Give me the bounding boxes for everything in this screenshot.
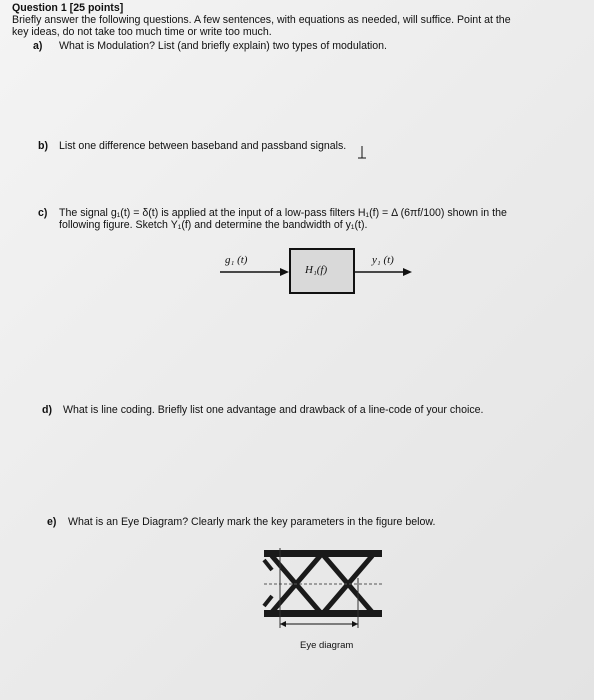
part-d-question: What is line coding. Briefly list one advantage and drawback of a line-code of your choice. — [63, 404, 484, 416]
output-signal-label: y₁ (t) — [372, 254, 394, 266]
instructions-line-1: Briefly answer the following questions. A few sentences, with equations as needed, will suffice. Point at the — [12, 14, 511, 26]
part-d-label: d) — [42, 404, 52, 416]
part-c-line-2: following figure. Sketch Y₁(f) and determine the bandwidth of y₁(t). — [59, 219, 368, 231]
filter-block-label: H₁(f) — [305, 264, 328, 276]
input-signal-label: g₁ (t) — [225, 254, 248, 266]
output-arrow — [355, 266, 413, 278]
part-e-question: What is an Eye Diagram? Clearly mark the key parameters in the figure below. — [68, 516, 436, 528]
part-a-label: a) — [33, 40, 43, 52]
part-c-label: c) — [38, 207, 48, 219]
part-b-label: b) — [38, 140, 48, 152]
eye-diagram-figure — [258, 548, 388, 632]
cursor-icon — [356, 146, 368, 160]
part-a-question: What is Modulation? List (and briefly explain) two types of modulation. — [59, 40, 387, 52]
instructions-line-2: key ideas, do not take too much time or write too much. — [12, 26, 272, 38]
question-title: Question 1 [25 points] — [12, 2, 124, 14]
part-b-question: List one difference between baseband and passband signals. — [59, 140, 347, 152]
part-e-label: e) — [47, 516, 57, 528]
part-c-line-1: The signal g₁(t) = δ(t) is applied at the input of a low-pass filters H₁(f) = Δ (6πf/100) shown in the — [59, 207, 507, 219]
eye-diagram-caption: Eye diagram — [300, 640, 354, 651]
input-arrow — [220, 266, 290, 278]
